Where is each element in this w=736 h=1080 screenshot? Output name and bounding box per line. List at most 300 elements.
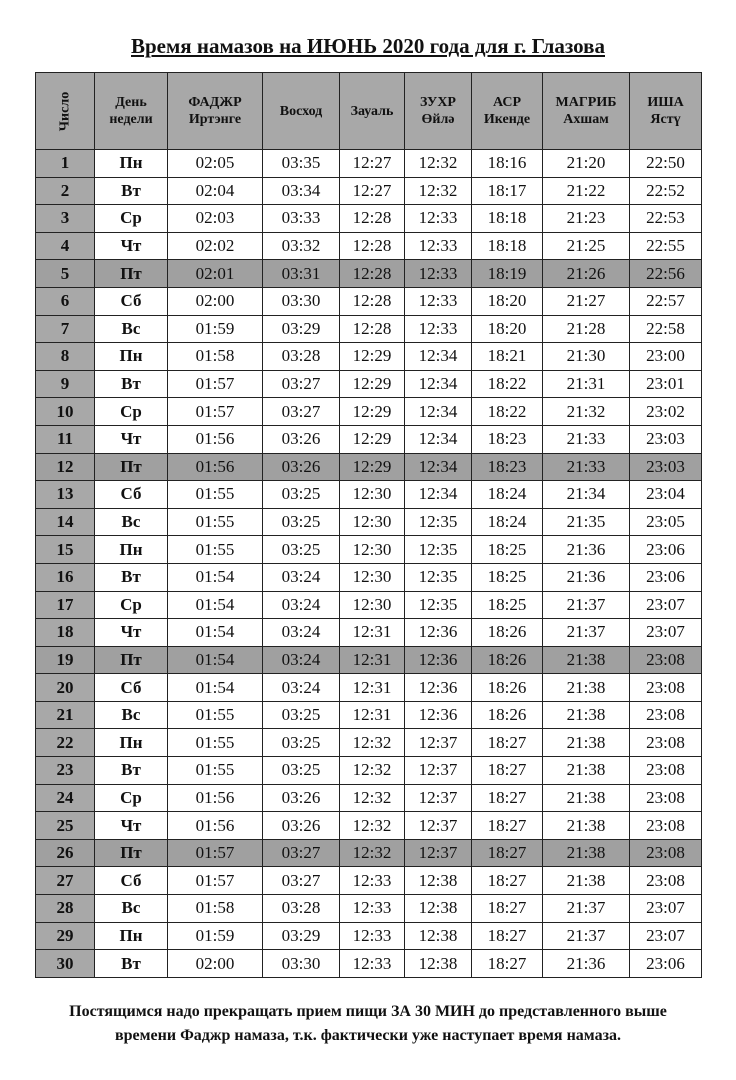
cell-maghrib: 21:33	[543, 453, 630, 481]
table-row	[36, 646, 702, 674]
cell-number: 7	[36, 315, 95, 343]
header-row	[36, 73, 702, 150]
cell-fajr: 01:57	[168, 839, 263, 867]
cell-isha: 23:08	[630, 867, 702, 895]
cell-zuhr: 12:34	[405, 398, 472, 426]
cell-asr: 18:20	[472, 315, 543, 343]
cell-zawal: 12:32	[340, 729, 405, 757]
prayer-times-table	[35, 72, 702, 978]
cell-zawal: 12:32	[340, 812, 405, 840]
cell-maghrib: 21:38	[543, 729, 630, 757]
table-row	[36, 508, 702, 536]
cell-weekday: Чт	[95, 425, 168, 453]
cell-maghrib: 21:33	[543, 425, 630, 453]
cell-asr: 18:27	[472, 922, 543, 950]
table-row	[36, 232, 702, 260]
cell-asr: 18:26	[472, 646, 543, 674]
cell-zawal: 12:31	[340, 674, 405, 702]
header-zuhr: ЗУХР Өйлә	[405, 73, 472, 150]
header-isha: ИША Ястү	[630, 73, 702, 150]
cell-zawal: 12:32	[340, 757, 405, 785]
cell-weekday: Ср	[95, 398, 168, 426]
cell-isha: 23:07	[630, 922, 702, 950]
cell-fajr: 01:54	[168, 619, 263, 647]
cell-asr: 18:27	[472, 895, 543, 923]
cell-asr: 18:19	[472, 260, 543, 288]
cell-zuhr: 12:35	[405, 536, 472, 564]
cell-sunrise: 03:25	[263, 508, 340, 536]
cell-weekday: Сб	[95, 287, 168, 315]
cell-zawal: 12:32	[340, 839, 405, 867]
cell-isha: 23:06	[630, 563, 702, 591]
cell-isha: 22:50	[630, 150, 702, 178]
cell-maghrib: 21:28	[543, 315, 630, 343]
header-asr: АСР Икенде	[472, 73, 543, 150]
cell-isha: 22:56	[630, 260, 702, 288]
cell-asr: 18:27	[472, 784, 543, 812]
cell-sunrise: 03:27	[263, 398, 340, 426]
cell-zuhr: 12:33	[405, 287, 472, 315]
cell-asr: 18:21	[472, 343, 543, 371]
table-row	[36, 839, 702, 867]
cell-weekday: Пн	[95, 729, 168, 757]
cell-zawal: 12:27	[340, 177, 405, 205]
cell-fajr: 01:55	[168, 701, 263, 729]
header-number: Число	[36, 73, 95, 150]
cell-sunrise: 03:24	[263, 619, 340, 647]
cell-isha: 23:02	[630, 398, 702, 426]
table-row	[36, 922, 702, 950]
cell-isha: 23:00	[630, 343, 702, 371]
cell-sunrise: 03:27	[263, 839, 340, 867]
table-row	[36, 481, 702, 509]
table-row	[36, 784, 702, 812]
cell-sunrise: 03:26	[263, 812, 340, 840]
cell-maghrib: 21:38	[543, 784, 630, 812]
cell-maghrib: 21:38	[543, 701, 630, 729]
cell-fajr: 01:59	[168, 922, 263, 950]
cell-fajr: 02:05	[168, 150, 263, 178]
table-row	[36, 398, 702, 426]
table-row	[36, 425, 702, 453]
cell-zuhr: 12:36	[405, 701, 472, 729]
cell-zuhr: 12:34	[405, 370, 472, 398]
cell-number: 13	[36, 481, 95, 509]
cell-fajr: 01:59	[168, 315, 263, 343]
cell-fajr: 01:57	[168, 398, 263, 426]
cell-number: 29	[36, 922, 95, 950]
cell-asr: 18:27	[472, 950, 543, 978]
cell-maghrib: 21:36	[543, 563, 630, 591]
cell-isha: 23:08	[630, 839, 702, 867]
cell-fajr: 02:00	[168, 950, 263, 978]
table-row	[36, 150, 702, 178]
table-row	[36, 729, 702, 757]
cell-weekday: Ср	[95, 784, 168, 812]
cell-zuhr: 12:35	[405, 508, 472, 536]
cell-isha: 23:07	[630, 619, 702, 647]
header-zawal: Зауаль	[340, 73, 405, 150]
cell-zuhr: 12:35	[405, 591, 472, 619]
cell-asr: 18:22	[472, 398, 543, 426]
cell-maghrib: 21:34	[543, 481, 630, 509]
cell-number: 9	[36, 370, 95, 398]
cell-isha: 23:07	[630, 895, 702, 923]
cell-fajr: 01:55	[168, 757, 263, 785]
cell-weekday: Вт	[95, 757, 168, 785]
table-row	[36, 315, 702, 343]
cell-maghrib: 21:30	[543, 343, 630, 371]
cell-weekday: Пт	[95, 839, 168, 867]
table-row	[36, 177, 702, 205]
cell-isha: 23:03	[630, 453, 702, 481]
cell-maghrib: 21:37	[543, 895, 630, 923]
cell-fajr: 01:55	[168, 729, 263, 757]
fasting-note	[0, 1000, 736, 1048]
cell-zawal: 12:32	[340, 784, 405, 812]
cell-maghrib: 21:26	[543, 260, 630, 288]
cell-zawal: 12:30	[340, 536, 405, 564]
cell-isha: 22:53	[630, 205, 702, 233]
cell-weekday: Пт	[95, 260, 168, 288]
cell-zuhr: 12:38	[405, 895, 472, 923]
table-row	[36, 812, 702, 840]
cell-asr: 18:18	[472, 205, 543, 233]
cell-zuhr: 12:35	[405, 563, 472, 591]
cell-zuhr: 12:38	[405, 950, 472, 978]
cell-fajr: 02:02	[168, 232, 263, 260]
cell-maghrib: 21:25	[543, 232, 630, 260]
cell-zuhr: 12:37	[405, 757, 472, 785]
cell-weekday: Вс	[95, 701, 168, 729]
cell-zuhr: 12:36	[405, 619, 472, 647]
cell-fajr: 01:56	[168, 784, 263, 812]
cell-isha: 23:08	[630, 784, 702, 812]
cell-asr: 18:22	[472, 370, 543, 398]
cell-sunrise: 03:26	[263, 425, 340, 453]
cell-asr: 18:20	[472, 287, 543, 315]
cell-maghrib: 21:37	[543, 619, 630, 647]
cell-zawal: 12:33	[340, 922, 405, 950]
cell-zawal: 12:30	[340, 563, 405, 591]
cell-sunrise: 03:28	[263, 895, 340, 923]
cell-zawal: 12:29	[340, 370, 405, 398]
cell-weekday: Вс	[95, 895, 168, 923]
cell-number: 27	[36, 867, 95, 895]
cell-weekday: Сб	[95, 481, 168, 509]
table-row	[36, 563, 702, 591]
cell-sunrise: 03:30	[263, 950, 340, 978]
cell-zuhr: 12:38	[405, 867, 472, 895]
cell-zuhr: 12:36	[405, 674, 472, 702]
cell-sunrise: 03:24	[263, 591, 340, 619]
cell-fajr: 01:58	[168, 343, 263, 371]
cell-sunrise: 03:27	[263, 867, 340, 895]
cell-zuhr: 12:32	[405, 150, 472, 178]
cell-number: 10	[36, 398, 95, 426]
cell-number: 15	[36, 536, 95, 564]
cell-weekday: Чт	[95, 619, 168, 647]
cell-maghrib: 21:38	[543, 674, 630, 702]
cell-asr: 18:26	[472, 674, 543, 702]
page-title: Время намазов на ИЮНЬ 2020 года для г. Глазова	[131, 34, 605, 58]
cell-asr: 18:23	[472, 425, 543, 453]
cell-maghrib: 21:38	[543, 646, 630, 674]
cell-number: 25	[36, 812, 95, 840]
cell-asr: 18:26	[472, 701, 543, 729]
table-row	[36, 950, 702, 978]
cell-maghrib: 21:31	[543, 370, 630, 398]
cell-number: 24	[36, 784, 95, 812]
table-row	[36, 701, 702, 729]
cell-number: 30	[36, 950, 95, 978]
cell-zawal: 12:29	[340, 398, 405, 426]
cell-maghrib: 21:37	[543, 591, 630, 619]
cell-maghrib: 21:38	[543, 839, 630, 867]
cell-maghrib: 21:35	[543, 508, 630, 536]
cell-sunrise: 03:29	[263, 922, 340, 950]
cell-number: 22	[36, 729, 95, 757]
cell-sunrise: 03:25	[263, 757, 340, 785]
cell-weekday: Чт	[95, 232, 168, 260]
cell-sunrise: 03:24	[263, 646, 340, 674]
cell-number: 17	[36, 591, 95, 619]
cell-sunrise: 03:29	[263, 315, 340, 343]
cell-sunrise: 03:33	[263, 205, 340, 233]
cell-zawal: 12:30	[340, 591, 405, 619]
cell-zuhr: 12:34	[405, 343, 472, 371]
cell-number: 5	[36, 260, 95, 288]
cell-zawal: 12:31	[340, 619, 405, 647]
table-row	[36, 867, 702, 895]
cell-sunrise: 03:24	[263, 563, 340, 591]
cell-isha: 23:03	[630, 425, 702, 453]
cell-number: 23	[36, 757, 95, 785]
cell-zuhr: 12:34	[405, 453, 472, 481]
cell-weekday: Сб	[95, 674, 168, 702]
cell-number: 28	[36, 895, 95, 923]
cell-sunrise: 03:30	[263, 287, 340, 315]
cell-sunrise: 03:35	[263, 150, 340, 178]
cell-fajr: 01:54	[168, 646, 263, 674]
cell-isha: 23:08	[630, 701, 702, 729]
cell-asr: 18:27	[472, 729, 543, 757]
cell-fajr: 02:00	[168, 287, 263, 315]
cell-weekday: Вт	[95, 177, 168, 205]
cell-isha: 23:04	[630, 481, 702, 509]
cell-isha: 23:08	[630, 729, 702, 757]
cell-fajr: 01:58	[168, 895, 263, 923]
cell-fajr: 01:56	[168, 453, 263, 481]
cell-zawal: 12:28	[340, 287, 405, 315]
cell-maghrib: 21:22	[543, 177, 630, 205]
cell-zuhr: 12:33	[405, 205, 472, 233]
cell-maghrib: 21:38	[543, 757, 630, 785]
cell-weekday: Пн	[95, 343, 168, 371]
cell-number: 12	[36, 453, 95, 481]
cell-zawal: 12:28	[340, 315, 405, 343]
cell-weekday: Ср	[95, 205, 168, 233]
cell-asr: 18:24	[472, 481, 543, 509]
cell-zuhr: 12:37	[405, 839, 472, 867]
table-row	[36, 619, 702, 647]
cell-maghrib: 21:20	[543, 150, 630, 178]
cell-fajr: 02:04	[168, 177, 263, 205]
cell-weekday: Сб	[95, 867, 168, 895]
cell-asr: 18:27	[472, 867, 543, 895]
table-row	[36, 287, 702, 315]
cell-fajr: 01:56	[168, 425, 263, 453]
cell-fajr: 01:56	[168, 812, 263, 840]
cell-zuhr: 12:37	[405, 812, 472, 840]
cell-isha: 22:52	[630, 177, 702, 205]
table-row	[36, 343, 702, 371]
cell-sunrise: 03:27	[263, 370, 340, 398]
table-row	[36, 370, 702, 398]
cell-asr: 18:27	[472, 812, 543, 840]
cell-weekday: Вс	[95, 315, 168, 343]
table-row	[36, 757, 702, 785]
cell-zuhr: 12:32	[405, 177, 472, 205]
cell-zuhr: 12:38	[405, 922, 472, 950]
cell-sunrise: 03:26	[263, 784, 340, 812]
note-line-1: Постящимся надо прекращать прием пищи ЗА 30 МИН до представленного выше	[69, 1003, 667, 1020]
cell-fajr: 01:57	[168, 867, 263, 895]
cell-zuhr: 12:37	[405, 784, 472, 812]
cell-isha: 23:01	[630, 370, 702, 398]
cell-fajr: 02:01	[168, 260, 263, 288]
cell-zawal: 12:28	[340, 232, 405, 260]
header-day: День недели	[95, 73, 168, 150]
cell-zawal: 12:27	[340, 150, 405, 178]
cell-fajr: 01:54	[168, 563, 263, 591]
cell-maghrib: 21:36	[543, 536, 630, 564]
cell-isha: 23:06	[630, 950, 702, 978]
cell-fajr: 01:57	[168, 370, 263, 398]
cell-isha: 22:58	[630, 315, 702, 343]
cell-zawal: 12:29	[340, 425, 405, 453]
cell-number: 18	[36, 619, 95, 647]
cell-asr: 18:26	[472, 619, 543, 647]
cell-fajr: 01:55	[168, 481, 263, 509]
cell-asr: 18:23	[472, 453, 543, 481]
cell-number: 14	[36, 508, 95, 536]
cell-weekday: Вт	[95, 563, 168, 591]
table-row	[36, 591, 702, 619]
cell-zawal: 12:29	[340, 343, 405, 371]
cell-zawal: 12:29	[340, 453, 405, 481]
cell-zuhr: 12:37	[405, 729, 472, 757]
cell-sunrise: 03:34	[263, 177, 340, 205]
cell-isha: 22:57	[630, 287, 702, 315]
cell-fajr: 01:55	[168, 536, 263, 564]
cell-maghrib: 21:23	[543, 205, 630, 233]
cell-number: 11	[36, 425, 95, 453]
cell-weekday: Пт	[95, 646, 168, 674]
cell-zawal: 12:31	[340, 701, 405, 729]
cell-zawal: 12:33	[340, 950, 405, 978]
cell-isha: 23:06	[630, 536, 702, 564]
cell-zuhr: 12:33	[405, 315, 472, 343]
cell-maghrib: 21:27	[543, 287, 630, 315]
cell-isha: 23:05	[630, 508, 702, 536]
cell-asr: 18:17	[472, 177, 543, 205]
cell-number: 6	[36, 287, 95, 315]
cell-weekday: Пн	[95, 150, 168, 178]
cell-maghrib: 21:36	[543, 950, 630, 978]
cell-sunrise: 03:25	[263, 701, 340, 729]
cell-zawal: 12:30	[340, 481, 405, 509]
cell-zawal: 12:28	[340, 205, 405, 233]
table-row	[36, 205, 702, 233]
cell-isha: 23:08	[630, 757, 702, 785]
cell-asr: 18:25	[472, 563, 543, 591]
header-fajr: ФАДЖР Иртэнге	[168, 73, 263, 150]
cell-sunrise: 03:28	[263, 343, 340, 371]
cell-isha: 23:07	[630, 591, 702, 619]
cell-zuhr: 12:33	[405, 232, 472, 260]
cell-isha: 22:55	[630, 232, 702, 260]
cell-zawal: 12:30	[340, 508, 405, 536]
table-row	[36, 260, 702, 288]
cell-sunrise: 03:24	[263, 674, 340, 702]
cell-isha: 23:08	[630, 646, 702, 674]
cell-fajr: 01:55	[168, 508, 263, 536]
cell-sunrise: 03:25	[263, 481, 340, 509]
cell-weekday: Пн	[95, 922, 168, 950]
cell-sunrise: 03:25	[263, 536, 340, 564]
table-row	[36, 453, 702, 481]
cell-weekday: Вт	[95, 370, 168, 398]
cell-zuhr: 12:33	[405, 260, 472, 288]
cell-number: 8	[36, 343, 95, 371]
cell-number: 4	[36, 232, 95, 260]
cell-weekday: Вт	[95, 950, 168, 978]
cell-zawal: 12:33	[340, 895, 405, 923]
cell-asr: 18:18	[472, 232, 543, 260]
cell-zawal: 12:33	[340, 867, 405, 895]
cell-zawal: 12:28	[340, 260, 405, 288]
table-row	[36, 895, 702, 923]
cell-isha: 23:08	[630, 812, 702, 840]
cell-weekday: Пн	[95, 536, 168, 564]
table-row	[36, 674, 702, 702]
cell-fajr: 01:54	[168, 591, 263, 619]
cell-weekday: Ср	[95, 591, 168, 619]
cell-isha: 23:08	[630, 674, 702, 702]
cell-asr: 18:27	[472, 839, 543, 867]
cell-zuhr: 12:36	[405, 646, 472, 674]
cell-number: 2	[36, 177, 95, 205]
cell-fajr: 02:03	[168, 205, 263, 233]
cell-number: 20	[36, 674, 95, 702]
cell-maghrib: 21:38	[543, 812, 630, 840]
cell-maghrib: 21:32	[543, 398, 630, 426]
cell-maghrib: 21:38	[543, 867, 630, 895]
cell-weekday: Пт	[95, 453, 168, 481]
cell-zawal: 12:31	[340, 646, 405, 674]
cell-number: 21	[36, 701, 95, 729]
cell-number: 26	[36, 839, 95, 867]
cell-sunrise: 03:26	[263, 453, 340, 481]
cell-number: 3	[36, 205, 95, 233]
cell-number: 1	[36, 150, 95, 178]
table-row	[36, 536, 702, 564]
cell-weekday: Вс	[95, 508, 168, 536]
header-sunrise: Восход	[263, 73, 340, 150]
cell-sunrise: 03:32	[263, 232, 340, 260]
header-maghrib: МАГРИБ Ахшам	[543, 73, 630, 150]
